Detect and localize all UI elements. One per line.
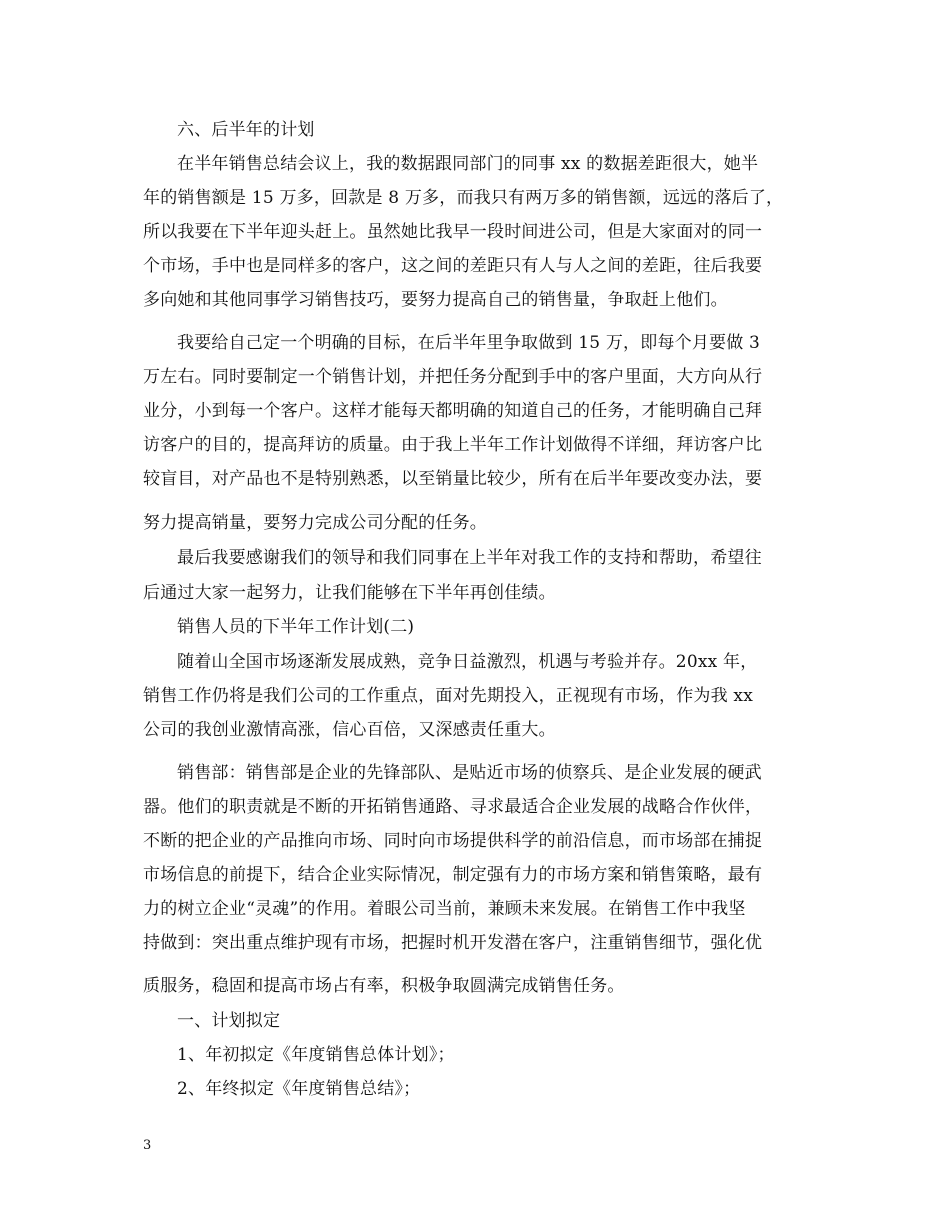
paragraph-line: 多向她和其他同事学习销售技巧，要努力提高自己的销售量，争取赶上他们。 xyxy=(143,290,728,310)
paragraph-line: 在半年销售总结会议上，我的数据跟同部门的同事 xx 的数据差距很大，她半 xyxy=(177,154,759,174)
paragraph-line: 最后我要感谢我们的领导和我们同事在上半年对我工作的支持和帮助，希望往 xyxy=(177,548,762,568)
paragraph-line: 业分，小到每一个客户。这样才能每天都明确的知道自己的任务，才能明确自己拜 xyxy=(143,401,763,421)
list-item: 1、年初拟定《年度销售总体计划》； xyxy=(177,1045,455,1065)
paragraph-line: 后通过大家一起努力，让我们能够在下半年再创佳绩。 xyxy=(143,583,556,603)
list-item: 2、年终拟定《年度销售总结》； xyxy=(177,1079,421,1099)
section-heading: 六、后半年的计划 xyxy=(177,120,315,140)
section-heading: 销售人员的下半年工作计划(二) xyxy=(177,617,415,637)
paragraph-line: 销售工作仍将是我们公司的工作重点，面对先期投入，正视现有市场，作为我 xx xyxy=(143,686,753,706)
paragraph-line: 万左右。同时要制定一个销售计划，并把任务分配到手中的客户里面，大方向从行 xyxy=(143,367,763,387)
paragraph-line: 不断的把企业的产品推向市场、同时向市场提供科学的前沿信息，而市场部在捕捉 xyxy=(143,831,763,851)
paragraph-line: 所以我要在下半年迎头赶上。虽然她比我早一段时间进公司，但是大家面对的同一 xyxy=(143,222,763,242)
paragraph-line: 销售部：销售部是企业的先锋部队、是贴近市场的侦察兵、是企业发展的硬武 xyxy=(177,763,762,783)
paragraph-line: 市场信息的前提下，结合企业实际情况，制定强有力的市场方案和销售策略，最有 xyxy=(143,865,763,885)
paragraph-line: 年的销售额是 15 万多，回款是 8 万多，而我只有两万多的销售额，远远的落后了， xyxy=(143,188,784,208)
paragraph-line: 努力提高销量，要努力完成公司分配的任务。 xyxy=(143,513,487,533)
paragraph-line: 器。他们的职责就是不断的开拓销售通路、寻求最适合企业发展的战略合作伙伴， xyxy=(143,797,763,817)
paragraph-line: 个市场，手中也是同样多的客户，这之间的差距只有人与人之间的差距，往后我要 xyxy=(143,256,763,276)
paragraph-line: 力的树立企业“灵魂”的作用。着眼公司当前，兼顾未来发展。在销售工作中我坚 xyxy=(143,899,746,919)
paragraph-line: 随着山全国市场逐渐发展成熟，竞争日益激烈，机遇与考验并存。20xx 年， xyxy=(177,652,758,672)
paragraph-line: 访客户的目的，提高拜访的质量。由于我上半年工作计划做得不详细，拜访客户比 xyxy=(143,435,763,455)
page-number: 3 xyxy=(143,1138,152,1153)
paragraph-line: 我要给自己定一个明确的目标，在后半年里争取做到 15 万，即每个月要做 3 xyxy=(177,333,761,353)
paragraph-line: 持做到：突出重点维护现有市场，把握时机开发潜在客户，注重销售细节，强化优 xyxy=(143,933,763,953)
section-heading: 一、计划拟定 xyxy=(177,1011,281,1031)
paragraph-line: 质服务，稳固和提高市场占有率，积极争取圆满完成销售任务。 xyxy=(143,976,625,996)
paragraph-line: 较盲目，对产品也不是特别熟悉，以至销量比较少，所有在后半年要改变办法，要 xyxy=(143,469,763,489)
paragraph-line: 公司的我创业激情高涨，信心百倍，又深感责任重大。 xyxy=(143,720,556,740)
